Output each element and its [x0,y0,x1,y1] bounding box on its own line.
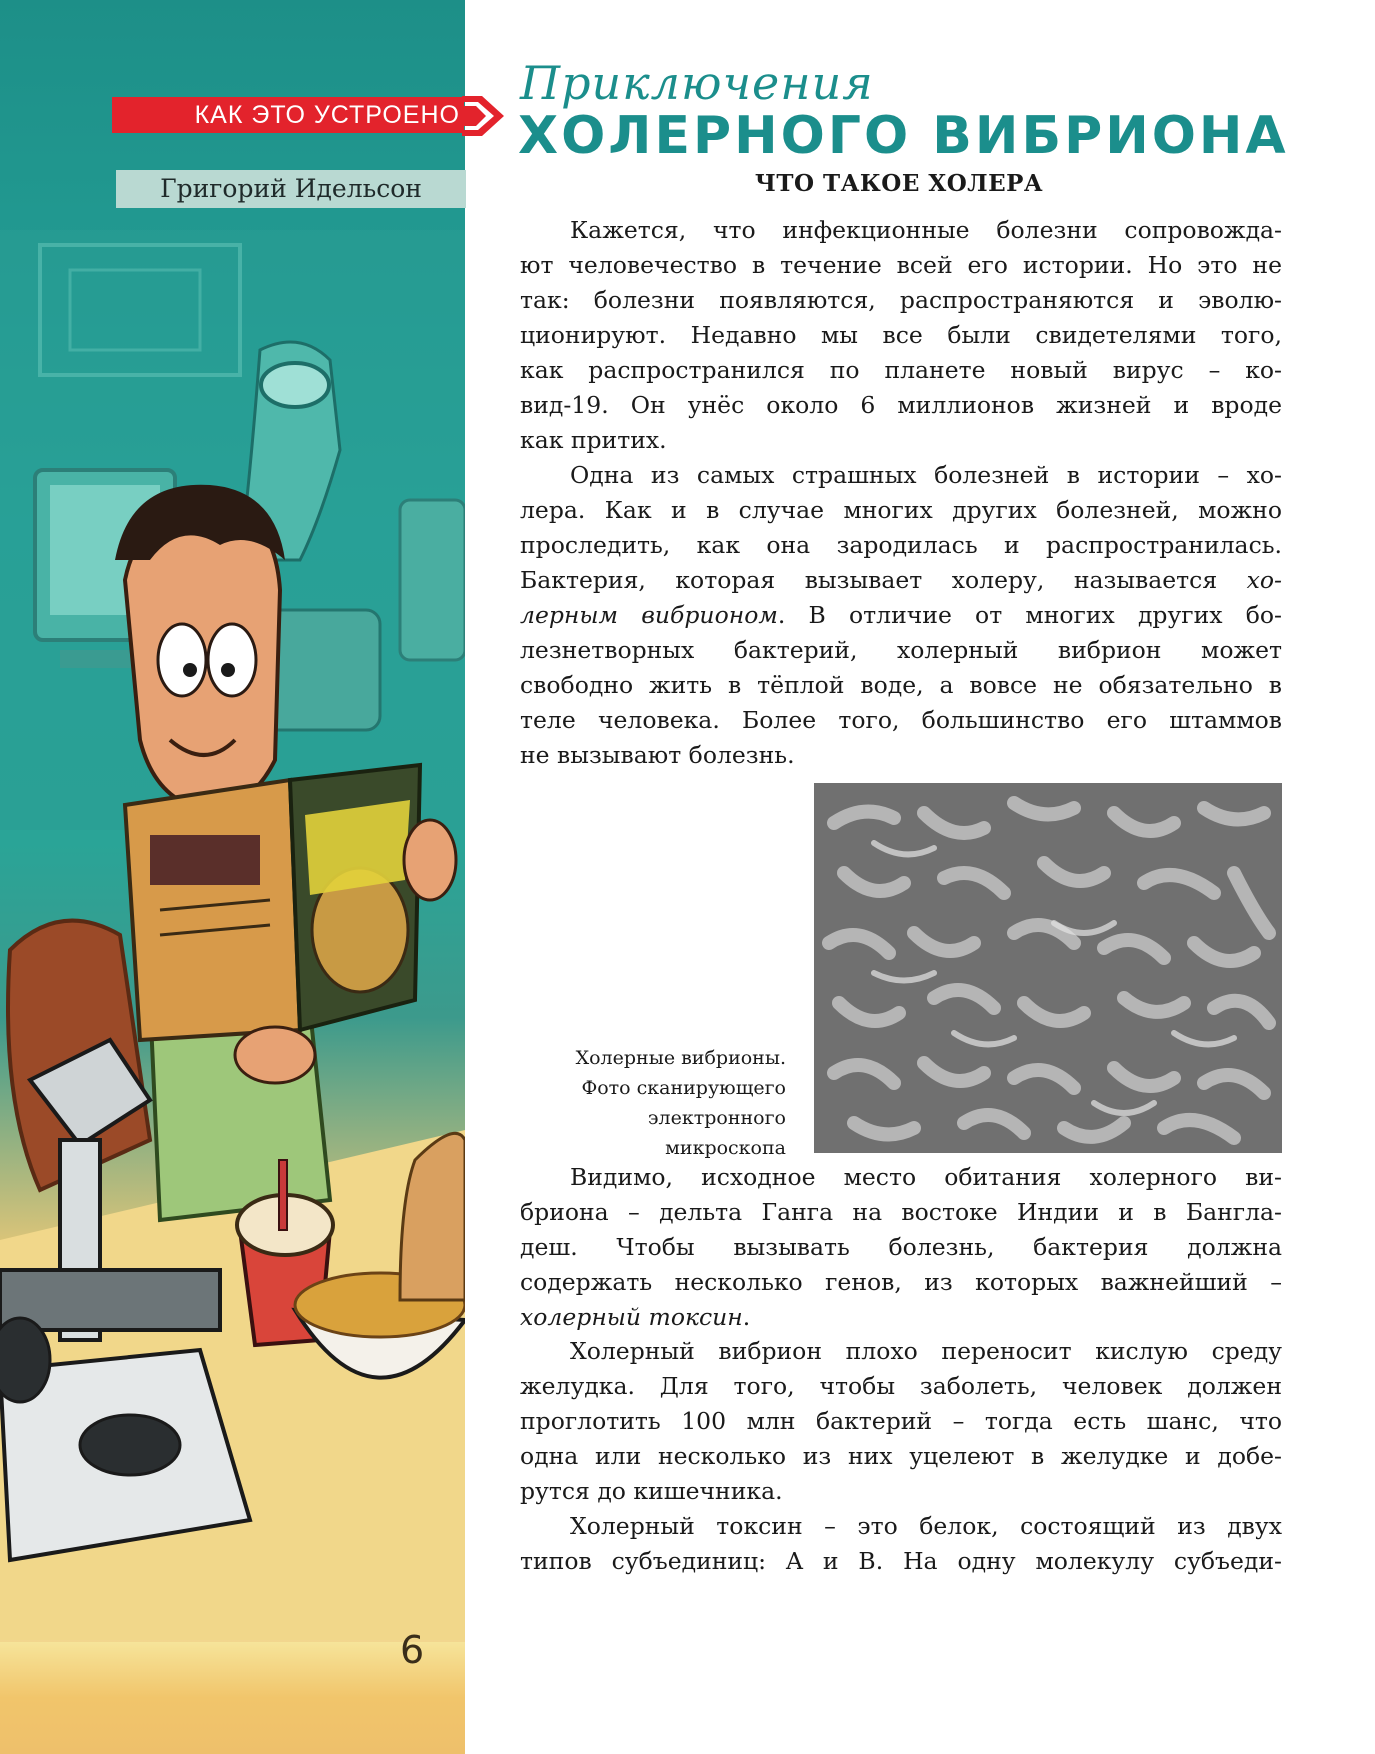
author-name: Григорий Идельсон [116,170,466,208]
text-line: Одна из самых страшных болезней в истории – хо- [570,461,1282,489]
page-title: ХОЛЕРНОГО ВИБРИОНА [518,106,1289,166]
text-line: вид-19. Он унёс около 6 миллионов жизней и вроде [520,391,1282,419]
text-line-mixed [520,563,1282,598]
caption-line: микроскопа [665,1137,786,1159]
text-fragment: . [742,1303,751,1331]
text-line: как распространился по планете новый вирус – ко- [520,356,1282,384]
text-line: деш. Чтобы вызывать болезнь, бактерия должна [520,1233,1282,1261]
text-line: бриона – дельта Ганга на востоке Индии и в Бангла- [520,1198,1282,1226]
paragraph-origin [520,1160,1282,1335]
paragraph-intro [520,213,1282,458]
paragraph-toxin [520,1509,1282,1579]
text-line: типов субъединиц: A и B. На одну молекулу субъеди- [520,1547,1282,1575]
text-line: свободно жить в тёплой воде, а вовсе не обязательно в [520,671,1282,699]
text-line: Кажется, что инфекционные болезни сопровожда- [570,216,1282,244]
text-line: ционируют. Недавно мы все были свидетелями того, [520,321,1282,349]
text-line-mixed [520,598,1282,633]
text-line: Холерный токсин – это белок, состоящий из двух [570,1512,1282,1540]
italic-term: лерным вибрионом [520,601,778,629]
illustration-column [0,0,465,1754]
text-line: так: болезни появляются, распространяются и эволю- [520,286,1282,314]
caption-line: Фото сканирующего [581,1077,786,1099]
italic-term: хо- [1246,566,1282,594]
caption-line: электронного [647,1107,786,1129]
text-line-mixed [520,1300,1282,1335]
photo-caption [520,1043,786,1163]
text-line: лера. Как и в случае многих других болезней, можно [520,496,1282,524]
text-fragment: Бактерия, которая вызывает холеру, называется [520,566,1218,594]
paragraph-cholera [520,458,1282,773]
paragraph-stomach [520,1334,1282,1509]
text-line: лезнетворных бактерий, холерный вибрион может [520,636,1282,664]
text-line: рутся до кишечника. [520,1477,783,1505]
vibrio-sem-image [814,783,1282,1153]
page-number: 6 [400,1628,425,1672]
rubric-arrow-icon [462,86,512,146]
rubric-label: КАК ЭТО УСТРОЕНО [112,97,464,133]
text-line: желудка. Для того, чтобы заболеть, человек должен [520,1372,1282,1400]
italic-term: холерный токсин [520,1303,743,1331]
text-line: одна или несколько из них уцелеют в желудке и добе- [520,1442,1282,1470]
text-line: Холерный вибрион плохо переносит кислую среду [570,1337,1282,1365]
page-number-band [0,1642,465,1754]
microscope-photo [814,783,1282,1153]
text-line: не вызывают болезнь. [520,741,795,769]
title-script-line: Приключения [520,56,874,110]
section-heading: ЧТО ТАКОЕ ХОЛЕРА [754,170,1044,197]
text-line: содержать несколько генов, из которых важнейший – [520,1268,1282,1296]
text-line: проследить, как она зародилась и распространилась. [520,531,1282,559]
caption-line: Холерные вибрионы. [575,1047,786,1069]
text-line: ют человечество в течение всей его истории. Но это не [520,251,1282,279]
cartoon-scientist-illustration [0,0,465,1754]
text-line: теле человека. Более того, большинство его штаммов [520,706,1282,734]
text-fragment: . В отличие от многих других бо- [777,601,1282,629]
text-line: Видимо, исходное место обитания холерного ви- [570,1163,1282,1191]
text-line: проглотить 100 млн бактерий – тогда есть шанс, что [520,1407,1282,1435]
text-line: как притих. [520,426,667,454]
